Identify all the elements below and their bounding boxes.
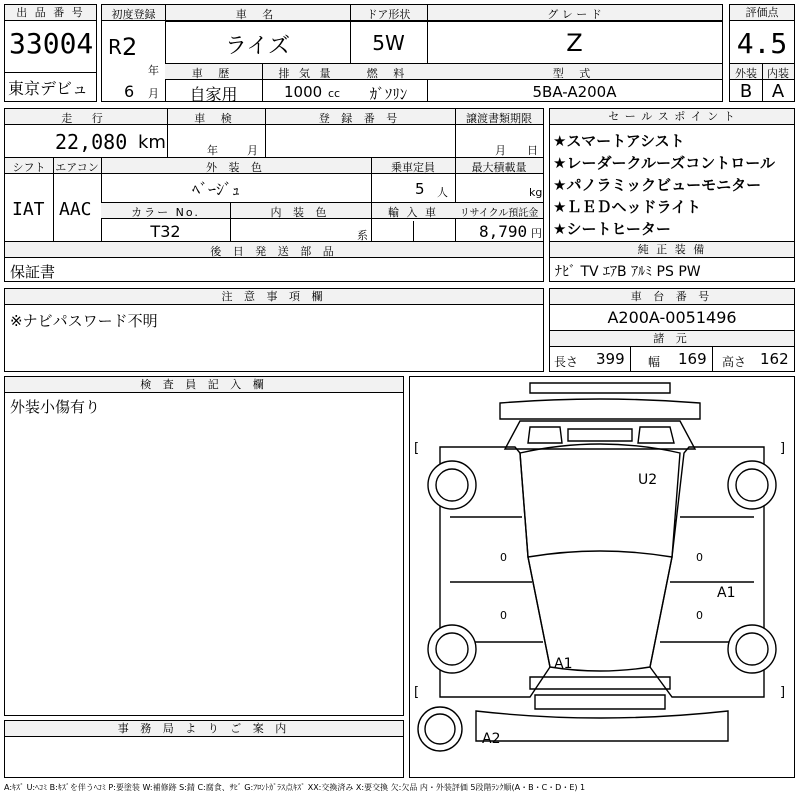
aircon: AAC [59,199,92,220]
year-unit: 年 [148,64,159,77]
legend-text: A:ｷｽﾞ U:ﾍｺﾐ B:ｷｽﾞを伴うﾍｺﾐ P:要塗装 W:補修跡 S:錆 C:腐食、ｻﾋﾞ G:ﾌﾛﾝﾄｶﾞﾗｽ点ｷｽﾞ XX:交換済み X:要交換 欠:欠品 内・外装評価 5段階ﾗﾝｸ順(A・B・C・D・E) 1 [4,783,586,792]
max-load-label: 最大積載量 [471,161,527,174]
sales-point-2: ★レーダークルーズコントロール [553,154,775,172]
inspection-year-unit: 年 [207,144,218,157]
model: 5BA-A200A [532,83,617,101]
damage-mark-a1-right: A1 [717,585,736,601]
chassis-box [549,288,795,372]
transfer-label: 譲渡書類期限 [466,112,532,125]
model-label: 型 式 [552,67,597,80]
max-load-unit: kg [529,186,543,199]
sales-points-label: セ ー ル ス ポ イ ン ト [550,109,794,125]
later-parts-label: 後 日 発 送 部 品 [210,245,338,258]
notes-label: 注 意 事 項 欄 [5,289,543,305]
recycle-unit: 円 [531,227,542,240]
length: 399 [596,350,625,368]
panel-mark-left-1: 0 [500,551,507,564]
sales-point-1: ★スマートアシスト [553,132,685,150]
transfer-month-unit: 月 [495,144,506,157]
equipment-label: 純 正 装 備 [550,242,794,258]
score-label: 評価点 [730,5,794,21]
recycle-label: リサイクル預託金 [459,208,539,219]
chassis-number: A200A-0051496 [607,308,737,327]
int-color-unit: 系 [357,229,368,242]
grade: Z [566,29,583,57]
displacement: 1000 [284,83,323,101]
sales-points-box [549,108,795,282]
reg-no-label: 登 録 番 号 [318,112,402,125]
lot-number-box [4,4,97,102]
door-type: 5W [372,31,405,55]
sales-point-5: ★シートヒーター [553,220,671,238]
ext-color-label: 外 装 色 [206,161,266,174]
venue: 東京デビュ [8,79,89,98]
exterior-label: 外装 [735,67,757,80]
panel-mark-right-2: 0 [696,609,703,622]
office-box [4,720,404,778]
damage-mark-a1-rear: A1 [554,656,573,672]
ext-color: ﾍﾞｰｼﾞｭ [191,180,240,199]
aircon-label: エアコン [55,161,99,174]
height: 162 [760,350,789,368]
capacity-unit: 人 [437,186,448,199]
inspection-label: 車 検 [194,112,238,125]
mileage: 22,080 [55,130,128,154]
recycle-amount: 8,790 [479,222,528,241]
spec-label: 諸 元 [550,331,794,347]
bracket-right-top: ] [780,441,786,456]
displacement-unit: cc [328,87,341,100]
door-label: ドア形状 [366,8,411,21]
panel-mark-right-1: 0 [696,551,703,564]
equipment: ﾅﾋﾞ TV ｴｱB ｱﾙﾐ PS PW [555,264,701,280]
mileage-label: 走 行 [61,112,111,125]
inspector-text: 外装小傷有り [10,398,101,416]
damage-mark-u2: U2 [638,472,658,488]
car-outline-diagram [410,377,794,777]
chassis-label: 車 台 番 号 [550,289,794,305]
mileage-unit: km [138,132,166,153]
interior-label: 内装 [767,67,789,80]
color-no: T32 [150,222,181,241]
interior-grade: A [771,81,785,102]
first-reg-label: 初度登録 [111,8,156,21]
score: 4.5 [736,27,788,60]
length-label: 長さ [554,355,579,369]
office-label: 事 務 局 よ り ご 案 内 [5,721,403,737]
era: R [108,35,122,59]
fuel-label: 燃 料 [366,67,411,80]
transfer-day-unit: 日 [527,144,538,157]
panel-mark-left-2: 0 [500,609,507,622]
color-no-label: カラー No. [131,206,200,219]
later-parts: 保証書 [10,263,56,281]
car-name: ライズ [224,34,291,59]
history-label: 車 歴 [191,67,236,80]
score-box [729,4,795,102]
shift: IAT [12,199,45,220]
capacity: 5 [415,180,425,198]
bracket-left-bottom: [ [414,685,420,700]
int-color-label: 内 装 色 [270,206,331,219]
capacity-label: 乗車定員 [391,161,435,174]
import-label: 輸 入 車 [388,206,438,219]
reg-month: 6 [124,82,135,101]
lot-number: 33004 [9,27,94,60]
height-label: 高さ [722,355,747,369]
width-label: 幅 [648,355,661,369]
fuel: ｶﾞｿﾘﾝ [369,85,408,103]
damage-mark-a2: A2 [482,731,501,747]
bracket-right-bottom: ] [780,685,786,700]
month-unit: 月 [148,87,159,100]
inspector-box [4,376,404,716]
width: 169 [678,350,707,368]
vehicle-header-box [101,4,723,102]
history: 自家用 [189,85,238,104]
displacement-label: 排 気 量 [278,67,334,80]
notes-box [4,288,544,372]
car-diagram-box [409,376,795,778]
car-name-label: 車 名 [235,8,280,21]
exterior-grade: B [739,81,753,102]
lot-number-label: 出 品 番 号 [5,5,96,21]
notes-text: ※ナビパスワード不明 [10,312,158,330]
shift-label: シフト [12,161,46,174]
inspector-label: 検 査 員 記 入 欄 [5,377,403,393]
inspection-month-unit: 月 [247,144,258,157]
grade-label: グ レ ー ド [547,8,602,21]
reg-year: 2 [122,33,138,61]
sales-point-3: ★パノラミックビューモニター [553,176,762,194]
details-box [4,108,544,282]
sales-point-4: ★ＬＥＤヘッドライト [553,198,701,216]
bracket-left-top: [ [414,441,420,456]
